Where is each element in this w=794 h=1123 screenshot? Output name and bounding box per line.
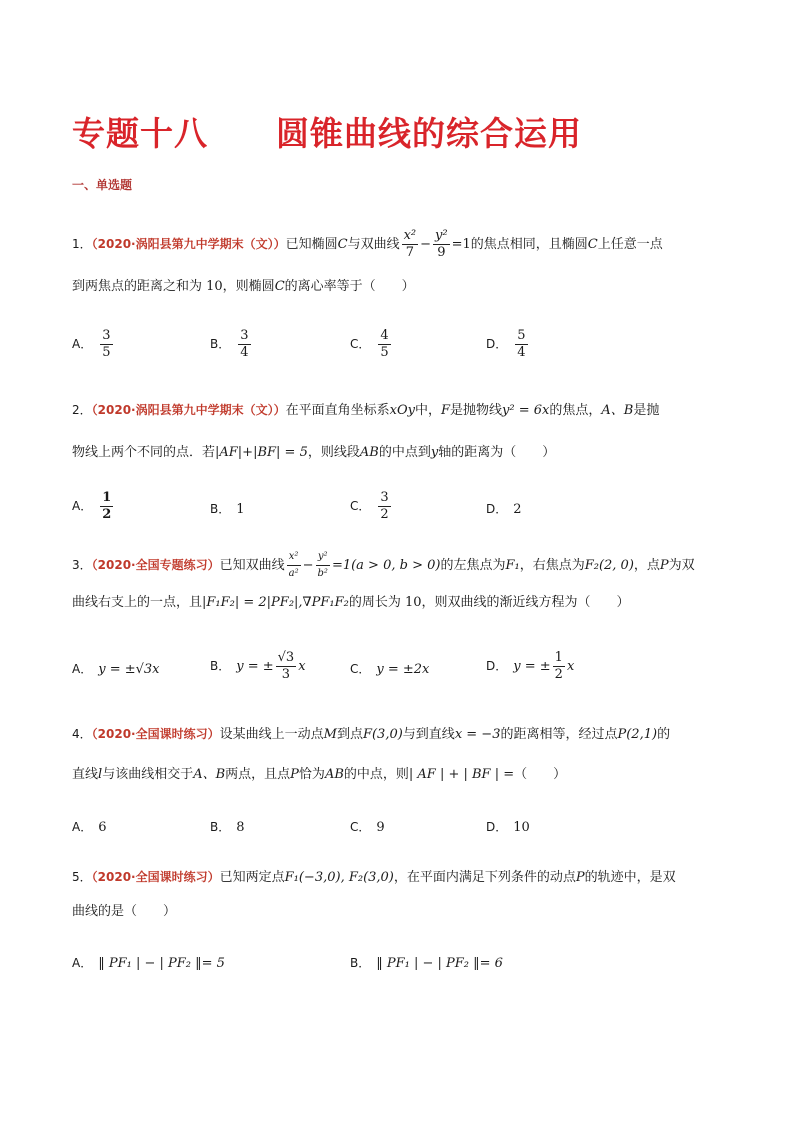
title-part1: 专题十八: [72, 114, 208, 153]
q3-option-b: B． y = ± $\frac{√3}{3}$ x: [210, 650, 306, 682]
question-1-line-1: 1．（2020·涡阳县第九中学期末（文））已知椭圆C与双曲线 $\frac{\text{x²}}{7}$ − $\frac{\text{y²}}{9}$ =1的焦点相同，且椭圆C上任意一点: [72, 228, 663, 260]
q5-option-b: B． ‖ PF₁ | − | PF₂ ‖= 6: [350, 956, 503, 971]
q4-option-b: B． 8: [210, 820, 245, 835]
question-1-line-2: 到两焦点的距离之和为 10，则椭圆C的离心率等于（ ）: [72, 279, 415, 294]
q2-option-a: A． $\frac{1}{2}$: [72, 490, 112, 522]
question-2-line-2: 物线上两个不同的点．若|AF|+|BF| = 5，则线段AB的中点到y轴的距离为（ ）: [72, 445, 556, 460]
question-source: （2020·全国专题练习）: [91, 558, 220, 572]
q5-option-a: A． ‖ PF₁ | − | PF₂ ‖= 5: [72, 956, 225, 971]
section-heading: 一、单选题: [72, 178, 133, 192]
q1-option-d: D． $\frac{5}{4}$: [486, 328, 526, 360]
q4-option-c: C． 9: [350, 820, 385, 835]
q3-option-d: D． y = ± $\frac{1}{2}$ x: [486, 650, 575, 682]
question-3-line-1: 3．（2020·全国专题练习）已知双曲线 $\frac{\text{x²}}{\text{a²}}$ − $\frac{\text{y²}}{\text{b²}}$ =1(a > 0, b > 0)的左焦点为F₁，右焦点为F₂(2, 0)，点P为双: [72, 551, 695, 579]
fraction: $\frac{\text{y²}}{9}$: [435, 228, 448, 260]
q2-option-d: D． 2: [486, 502, 522, 517]
question-4-line-2: 直线l与该曲线相交于A、B两点，且点P恰为AB的中点，则| AF | + | BF | =（ ）: [72, 767, 567, 782]
question-3-line-2: 曲线右支上的一点，且|F₁F₂| = 2|PF₂|,∇PF₁F₂的周长为 10，则双曲线的渐近线方程为（ ）: [72, 595, 630, 610]
question-5-line-2: 曲线的是（ ）: [72, 904, 177, 919]
question-4-line-1: 4．（2020·全国课时练习）设某曲线上一动点M到点F(3,0)与到直线x = −3的距离相等，经过点P(2,1)的: [72, 727, 671, 742]
q1-option-b: B． $\frac{3}{4}$: [210, 328, 249, 360]
question-source: （2020·全国课时练习）: [91, 727, 220, 741]
q2-option-b: B． 1: [210, 502, 245, 517]
question-source: （2020·涡阳县第九中学期末（文））: [91, 237, 286, 251]
q4-option-d: D． 10: [486, 820, 530, 835]
q1-option-c: C． $\frac{4}{5}$: [350, 328, 389, 360]
question-source: （2020·涡阳县第九中学期末（文））: [91, 403, 286, 417]
fraction: $\frac{\text{x²}}{7}$: [403, 228, 417, 260]
question-5-line-1: 5．（2020·全国课时练习）已知两定点F₁(−3,0), F₂(3,0)，在平面内满足下列条件的动点P的轨迹中，是双: [72, 870, 676, 885]
q1-option-a: A． $\frac{3}{5}$: [72, 328, 111, 360]
page-title: [72, 108, 582, 155]
q2-option-c: C． $\frac{3}{2}$: [350, 490, 389, 522]
question-source: （2020·全国课时练习）: [91, 870, 220, 884]
question-2-line-1: 2．（2020·涡阳县第九中学期末（文））在平面直角坐标系xOy中，F是抛物线y² = 6x的焦点，A、B是抛: [72, 403, 660, 418]
q3-option-c: C． y = ±2x: [350, 662, 430, 677]
q3-option-a: A． y = ±√3x: [72, 662, 160, 677]
q4-option-a: A． 6: [72, 820, 107, 835]
title-part2: 圆锥曲线的综合运用: [276, 114, 582, 153]
